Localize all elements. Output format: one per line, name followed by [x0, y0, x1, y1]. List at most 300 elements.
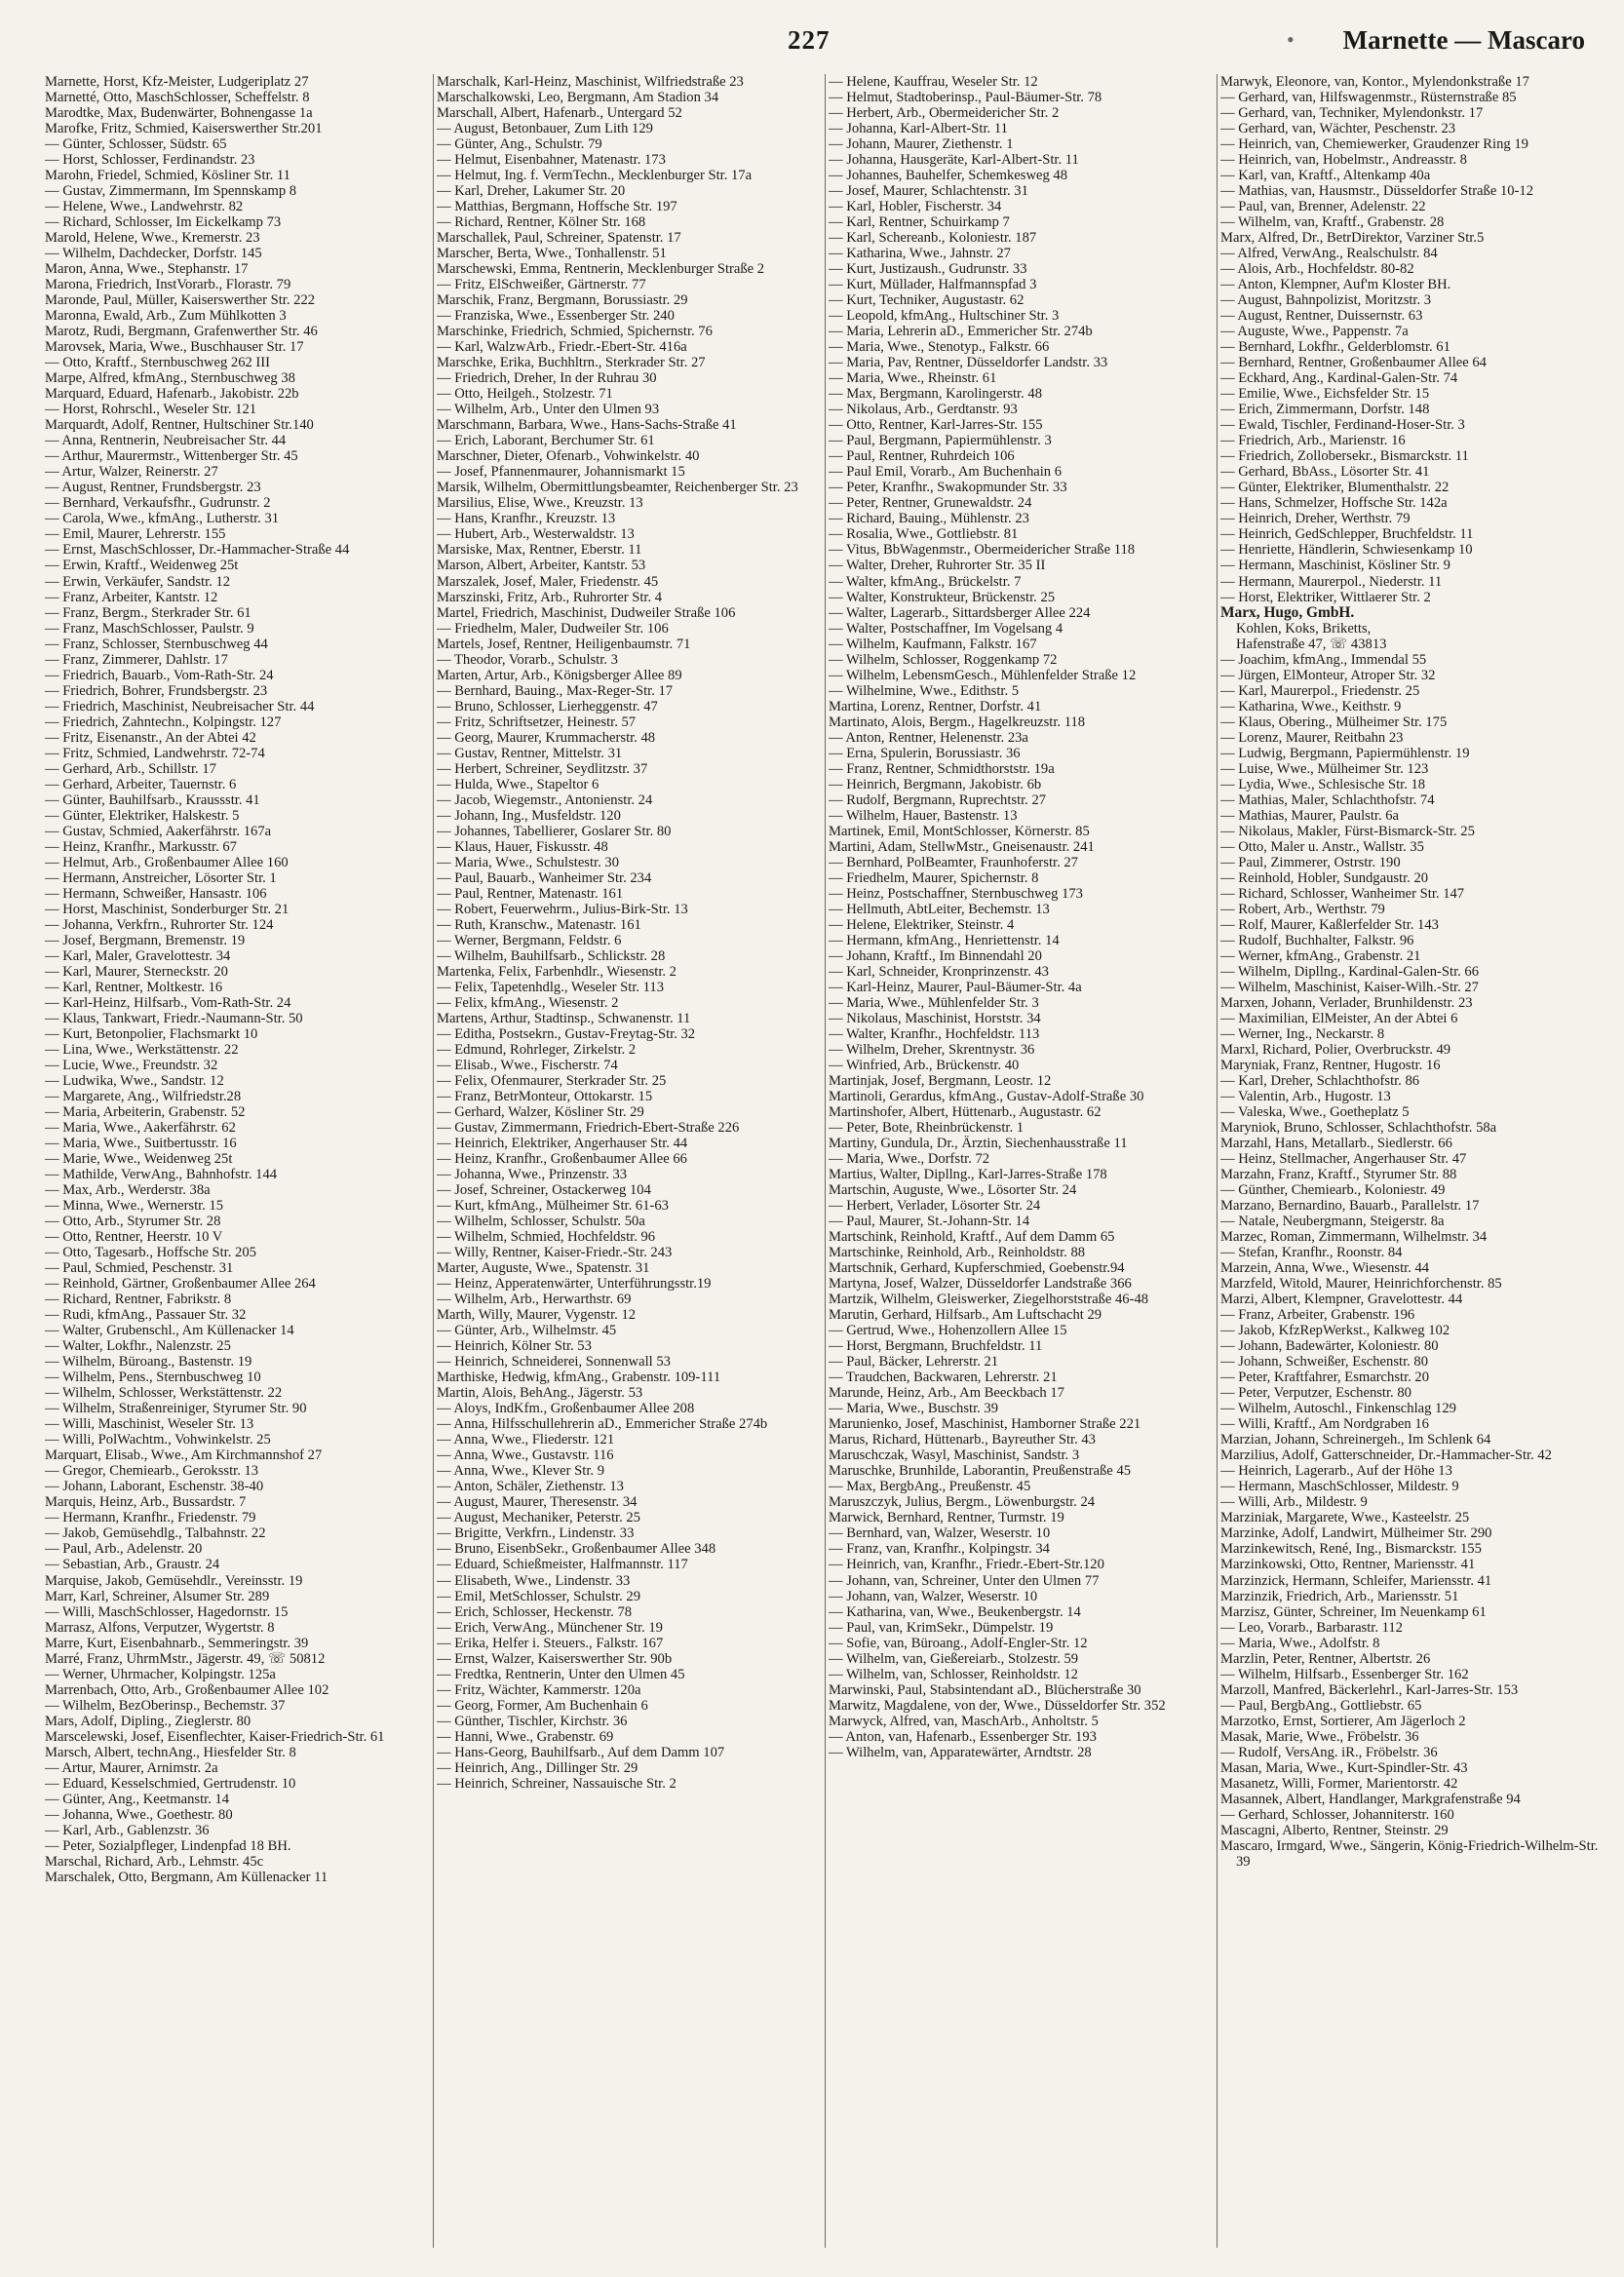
- directory-entry: — Eduard, Schießmeister, Halfmannstr. 117: [437, 1557, 688, 1573]
- directory-entry: — Felix, Tapetenhdlg., Weseler Str. 113: [437, 979, 665, 995]
- directory-entry: — Franziska, Wwe., Essenberger Str. 240: [437, 308, 675, 325]
- directory-entry: Martini, Adam, StellwMstr., Gneisenaustr. 241: [829, 838, 1095, 855]
- directory-entry: Marszinski, Fritz, Arb., Ruhrorter Str. 4: [437, 589, 663, 605]
- directory-entry: — Erna, Spulerin, Borussiastr. 36: [829, 745, 1021, 761]
- directory-entry: — Edmund, Rohrleger, Zirkelstr. 2: [437, 1041, 637, 1058]
- directory-entry: Hafenstraße 47, ☏ 43813: [1236, 636, 1387, 652]
- directory-entry: Marzinkewitsch, René, Ing., Bismarckstr. 155: [1220, 1541, 1482, 1558]
- directory-entry: — Paul, Bauarb., Wanheimer Str. 234: [437, 869, 652, 886]
- directory-entry: — Fritz, Eisenanstr., An der Abtei 42: [45, 729, 256, 746]
- directory-column-1: [45, 74, 429, 2258]
- directory-entry: — Heinrich, Kölner Str. 53: [437, 1338, 592, 1355]
- directory-entry: — Maximilian, ElMeister, An der Abtei 6: [1220, 1010, 1458, 1026]
- directory-entry: — Margarete, Ang., Wilfriedstr.28: [45, 1089, 242, 1105]
- directory-entry: — Wilhelm, van, Kraftf., Grabenstr. 28: [1220, 214, 1445, 231]
- directory-entry: Marzein, Anna, Wwe., Wiesenstr. 44: [1220, 1260, 1430, 1277]
- directory-entry: — Otto, Arb., Styrumer Str. 28: [45, 1214, 221, 1230]
- directory-entry: — Rudolf, Bergmann, Ruprechtstr. 27: [829, 791, 1047, 808]
- directory-entry: — Sebastian, Arb., Graustr. 24: [45, 1557, 220, 1573]
- directory-entry: — Artur, Maurer, Arnimstr. 2a: [45, 1759, 218, 1776]
- directory-entry: Marzlin, Peter, Rentner, Albertstr. 26: [1220, 1650, 1431, 1667]
- directory-entry: — Kurt, Techniker, Augustastr. 62: [829, 292, 1025, 309]
- directory-entry: — Joachim, kfmAng., Immendal 55: [1220, 651, 1427, 668]
- directory-entry: — Max, Bergmann, Karolingerstr. 48: [829, 386, 1043, 403]
- directory-entry: Marschmann, Barbara, Wwe., Hans-Sachs-Straße 41: [437, 417, 737, 434]
- directory-entry: — Karl, Maler, Gravelottestr. 34: [45, 947, 231, 964]
- directory-entry: — Richard, Bauing., Mühlenstr. 23: [829, 511, 1029, 527]
- directory-entry: — Friedrich, Zollobersekr., Bismarckstr. 11: [1220, 448, 1469, 465]
- directory-entry: Marofke, Fritz, Schmied, Kaiserswerther Str.201: [45, 121, 323, 137]
- directory-entry: — Anton, Rentner, Helenenstr. 23a: [829, 729, 1028, 746]
- directory-entry: — Klaus, Obering., Mülheimer Str. 175: [1220, 714, 1448, 730]
- directory-entry: — Maria, Wwe., Schulstestr. 30: [437, 854, 619, 870]
- directory-entry: — Wilhelm, BezOberinsp., Bechemstr. 37: [45, 1697, 286, 1714]
- directory-entry: — Lina, Wwe., Werkstättenstr. 22: [45, 1041, 239, 1058]
- directory-entry: — Günter, Schlosser, Südstr. 65: [45, 136, 227, 153]
- directory-entry: — Felix, kfmAng., Wiesenstr. 2: [437, 994, 619, 1011]
- directory-entry: — Friedrich, Bauarb., Vom-Rath-Str. 24: [45, 667, 274, 683]
- directory-entry: — Wilhelm, Hilfsarb., Essenberger Str. 162: [1220, 1666, 1469, 1682]
- directory-entry: Marzec, Roman, Zimmermann, Wilhelmstr. 34: [1220, 1229, 1488, 1246]
- directory-entry: — Peter, Kraftfahrer, Esmarchstr. 20: [1220, 1370, 1430, 1386]
- directory-entry: — Wilhelm, Dreher, Skrentnystr. 36: [829, 1041, 1035, 1058]
- directory-entry: — Otto, Tagesarb., Hoffsche Str. 205: [45, 1245, 256, 1261]
- directory-entry: Martius, Walter, Dipllng., Karl-Jarres-Straße 178: [829, 1167, 1107, 1183]
- directory-entry: — August, Rentner, Duissernstr. 63: [1220, 308, 1423, 325]
- directory-entry: — Wilhelm, Pens., Sternbuschweg 10: [45, 1370, 261, 1386]
- directory-entry: Marold, Helene, Wwe., Kremerstr. 23: [45, 230, 260, 247]
- directory-entry: — Franz, Schlosser, Sternbuschweg 44: [45, 636, 268, 652]
- directory-entry: — Friedrich, Maschinist, Neubreisacher Str. 44: [45, 698, 315, 714]
- directory-entry: — Fritz, Schriftsetzer, Heinestr. 57: [437, 714, 637, 730]
- directory-entry: Marre, Kurt, Eisenbahnarb., Semmeringstr. 39: [45, 1635, 309, 1651]
- directory-entry: Mascaro, Irmgard, Wwe., Sängerin, König-Friedrich-Wilhelm-Str. 39: [1220, 1837, 1599, 1870]
- directory-entry: — Walter, Postschaffner, Im Vogelsang 4: [829, 620, 1063, 637]
- directory-entry: — Emil, MetSchlosser, Schulstr. 29: [437, 1588, 640, 1604]
- directory-entry: — Lorenz, Maurer, Reitbahn 23: [1220, 729, 1404, 746]
- directory-entry: — Fredtka, Rentnerin, Unter den Ulmen 45: [437, 1666, 685, 1682]
- directory-entry: Marwitz, Magdalene, von der, Wwe., Düsseldorfer Str. 352: [829, 1697, 1166, 1714]
- directory-entry: Marsilius, Elise, Wwe., Kreuzstr. 13: [437, 495, 643, 512]
- directory-entry: — Mathias, Maurer, Paulstr. 6a: [1220, 807, 1400, 824]
- directory-entry: — Karl-Heinz, Hilfsarb., Vom-Rath-Str. 24: [45, 994, 291, 1011]
- directory-entry: — Wilhelm, Schlosser, Werkstättenstr. 22: [45, 1385, 283, 1402]
- directory-entry: Marscher, Berta, Wwe., Tonhallenstr. 51: [437, 246, 667, 262]
- directory-entry: — Josef, Schreiner, Ostackerweg 104: [437, 1182, 651, 1199]
- directory-entry: — Erich, Laborant, Berchumer Str. 61: [437, 433, 655, 449]
- directory-entry: — August, Mechaniker, Peterstr. 25: [437, 1510, 640, 1526]
- directory-entry: — Fritz, Wächter, Kammerstr. 120a: [437, 1681, 641, 1698]
- directory-entry: — Günter, Elektriker, Blumenthalstr. 22: [1220, 480, 1450, 496]
- directory-entry: Masan, Maria, Wwe., Kurt-Spindler-Str. 43: [1220, 1759, 1468, 1776]
- directory-entry: — Hellmuth, AbtLeiter, Bechemstr. 13: [829, 901, 1050, 917]
- directory-entry: — Karl, Schneider, Kronprinzenstr. 43: [829, 963, 1049, 980]
- directory-entry: — Peter, Rentner, Grunewaldstr. 24: [829, 495, 1032, 512]
- directory-entry: Marsik, Wilhelm, Obermittlungsbeamter, Reichenberger Str. 23: [437, 480, 798, 496]
- directory-entry: — Maria, Wwe., Aakerfährstr. 62: [45, 1120, 236, 1137]
- directory-entry: — Jakob, Gemüsehdlg., Talbahnstr. 22: [45, 1525, 266, 1542]
- directory-entry: — Günter, Ang., Schulstr. 79: [437, 136, 602, 153]
- directory-entry: — Erich, Schlosser, Heckenstr. 78: [437, 1603, 633, 1620]
- directory-entry: — Peter, Verputzer, Eschenstr. 80: [1220, 1385, 1411, 1402]
- directory-entry: Marzinkowski, Otto, Rentner, Mariensstr. 41: [1220, 1557, 1476, 1573]
- directory-entry: — Eduard, Kesselschmied, Gertrudenstr. 10: [45, 1775, 296, 1792]
- directory-entry: — Karl, van, Kraftf., Altenkamp 40a: [1220, 168, 1431, 184]
- directory-entry: — Gerhard, Arb., Schillstr. 17: [45, 760, 216, 777]
- directory-entry: Mascagni, Alberto, Rentner, Steinstr. 29: [1220, 1822, 1449, 1838]
- directory-entry: — Otto, Heilgeh., Stolzestr. 71: [437, 386, 613, 403]
- directory-entry: Martels, Josef, Rentner, Heiligenbaumstr. 71: [437, 636, 691, 652]
- directory-entry: — Emil, Maurer, Lehrerstr. 155: [45, 526, 226, 543]
- directory-entry: — Wilhelm, Autoschl., Finkenschlag 129: [1220, 1401, 1456, 1417]
- directory-entry: Marovsek, Maria, Wwe., Buschhauser Str. 17: [45, 339, 304, 356]
- directory-entry: — Walter, Lokfhr., Nalenzstr. 25: [45, 1338, 231, 1355]
- directory-entry: — Walter, kfmAng., Brückelstr. 7: [829, 573, 1022, 590]
- directory-entry: Martinjak, Josef, Bergmann, Leostr. 12: [829, 1073, 1052, 1089]
- directory-entry: Marodtke, Max, Budenwärter, Bohnengasse 1a: [45, 105, 313, 122]
- directory-entry: — Gerhard, Walzer, Kösliner Str. 29: [437, 1104, 644, 1121]
- directory-entry: — Hans, Schmelzer, Hoffsche Str. 142a: [1220, 495, 1448, 512]
- directory-entry: — Helene, Kauffrau, Weseler Str. 12: [829, 74, 1038, 90]
- directory-entry: — Mathilde, VerwAng., Bahnhofstr. 144: [45, 1167, 278, 1183]
- directory-entry: — Leopold, kfmAng., Hultschiner Str. 3: [829, 308, 1060, 325]
- directory-entry: — Helene, Wwe., Landwehrstr. 82: [45, 199, 244, 215]
- page-number: 227: [788, 25, 831, 55]
- directory-entry: Marzilius, Adolf, Gatterschneider, Dr.-Hammacher-Str. 42: [1220, 1447, 1552, 1464]
- directory-entry: — Herbert, Verlader, Lösorter Str. 24: [829, 1198, 1041, 1215]
- directory-entry: — Helmut, Eisenbahner, Matenastr. 173: [437, 152, 666, 169]
- directory-entry: Martinshofer, Albert, Hüttenarb., Augustastr. 62: [829, 1104, 1102, 1121]
- directory-entry: Marotz, Rudi, Bergmann, Grafenwerther Str. 46: [45, 324, 318, 340]
- directory-entry: Marschall, Albert, Hafenarb., Untergard 52: [437, 105, 682, 122]
- directory-entry: — Elisab., Wwe., Fischerstr. 74: [437, 1057, 618, 1073]
- directory-entry: — Walter, Grubenschl., Am Küllenacker 14: [45, 1323, 294, 1339]
- directory-entry: — Natale, Neubergmann, Steigerstr. 8a: [1220, 1214, 1445, 1230]
- directory-entry: Marscelewski, Josef, Eisenflechter, Kaiser-Friedrich-Str. 61: [45, 1728, 385, 1745]
- directory-entry: — Josef, Pfannenmaurer, Johannismarkt 15: [437, 464, 685, 481]
- directory-entry: — Ruth, Kranschw., Matenastr. 161: [437, 916, 641, 933]
- directory-entry: — Otto, Rentner, Heerstr. 10 V: [45, 1229, 223, 1246]
- directory-entry: — Heinrich, Ang., Dillinger Str. 29: [437, 1759, 638, 1776]
- directory-entry: — Ernst, Walzer, Kaiserswerther Str. 90b: [437, 1650, 673, 1667]
- directory-entry: Martyna, Josef, Walzer, Düsseldorfer Landstraße 366: [829, 1276, 1132, 1293]
- directory-entry: — Gustav, Zimmermann, Friedrich-Ebert-Straße 226: [437, 1120, 740, 1137]
- directory-entry: — Aloys, IndKfm., Großenbaumer Allee 208: [437, 1401, 695, 1417]
- directory-entry: Marwyck, Alfred, van, MaschArb., Anholtstr. 5: [829, 1713, 1099, 1729]
- directory-entry: — Elisabeth, Wwe., Lindenstr. 33: [437, 1572, 631, 1589]
- directory-entry: — Richard, Schlosser, Im Eickelkamp 73: [45, 214, 282, 231]
- directory-entry: — Wilhelm, Arb., Herwarthstr. 69: [437, 1292, 632, 1308]
- directory-entry: — Werner, Ing., Neckarstr. 8: [1220, 1025, 1385, 1042]
- directory-entry: — Peter, Kranfhr., Swakopmunder Str. 33: [829, 480, 1067, 496]
- directory-entry: — Heinz, Apperatenwärter, Unterführungsstr.19: [437, 1276, 712, 1293]
- directory-entry: — Max, Arb., Werderstr. 38a: [45, 1182, 211, 1199]
- directory-entry: — Erwin, Kraftf., Weidenweg 25t: [45, 558, 239, 574]
- directory-entry: — Maria, Wwe., Stenotyp., Falkstr. 66: [829, 339, 1050, 356]
- directory-entry: — Johann, Kraftf., Im Binnendahl 20: [829, 947, 1042, 964]
- directory-entry: — Josef, Maurer, Schlachtenstr. 31: [829, 183, 1028, 200]
- page-header: [0, 21, 1624, 60]
- directory-entry: — Heinz, Stellmacher, Angerhauser Str. 47: [1220, 1151, 1467, 1168]
- directory-entry: Marten, Artur, Arb., Königsberger Allee 89: [437, 667, 682, 683]
- directory-entry: — Maria, Wwe., Mühlenfelder Str. 3: [829, 994, 1039, 1011]
- directory-entry: — Rudolf, VersAng. iR., Fröbelstr. 36: [1220, 1744, 1438, 1760]
- directory-entry: Maruszczyk, Julius, Bergm., Löwenburgstr. 24: [829, 1494, 1096, 1511]
- directory-entry: — Reinhold, Gärtner, Großenbaumer Allee 264: [45, 1276, 316, 1293]
- directory-entry: — Stefan, Kranfhr., Roonstr. 84: [1220, 1245, 1403, 1261]
- directory-entry: — Walter, Lagerarb., Sittardsberger Allee 224: [829, 604, 1091, 621]
- directory-entry: — Bruno, Schlosser, Lierheggenstr. 47: [437, 698, 658, 714]
- directory-entry: — Karl, Rentner, Moltkestr. 16: [45, 979, 223, 995]
- directory-entry: Marwyk, Eleonore, van, Kontor., Mylendonkstraße 17: [1220, 74, 1529, 90]
- directory-entry: Marzano, Bernardino, Bauarb., Parallelstr. 17: [1220, 1198, 1480, 1215]
- directory-entry: Martinato, Alois, Bergm., Hagelkreuzstr. 118: [829, 714, 1086, 730]
- directory-entry: — Richard, Rentner, Fabrikstr. 8: [45, 1292, 232, 1308]
- directory-column-4: [1220, 74, 1605, 2258]
- directory-entry: — Maria, Wwe., Suitbertusstr. 16: [45, 1136, 237, 1152]
- directory-entry: Marschik, Franz, Bergmann, Borussiastr. 29: [437, 292, 688, 309]
- directory-entry: — Winfried, Arb., Brückenstr. 40: [829, 1057, 1020, 1073]
- directory-entry: — Anna, Wwe., Fliederstr. 121: [437, 1432, 615, 1448]
- directory-entry: Martschinke, Reinhold, Arb., Reinholdstr. 88: [829, 1245, 1086, 1261]
- directory-entry: — Helmut, Stadtoberinsp., Paul-Bäumer-Str. 78: [829, 90, 1102, 106]
- directory-entry: Marwick, Bernhard, Rentner, Turmstr. 19: [829, 1510, 1064, 1526]
- directory-entry: — Anton, van, Hafenarb., Essenberger Str. 193: [829, 1728, 1097, 1745]
- directory-entry: Marzisz, Günter, Schreiner, Im Neuenkamp 61: [1220, 1603, 1487, 1620]
- directory-entry: — Horst, Schlosser, Ferdinandstr. 23: [45, 152, 255, 169]
- directory-entry: — Karl, Rentner, Schuirkamp 7: [829, 214, 1010, 231]
- directory-entry: — Gertrud, Wwe., Hohenzollern Allee 15: [829, 1323, 1067, 1339]
- directory-entry: — Franz, Arbeiter, Grabenstr. 196: [1220, 1307, 1415, 1324]
- directory-entry: Marschner, Dieter, Ofenarb., Vohwinkelstr. 40: [437, 448, 700, 465]
- directory-entry: — Franz, Rentner, Schmidthorststr. 19a: [829, 760, 1055, 777]
- directory-entry: Marus, Richard, Hüttenarb., Bayreuther Str. 43: [829, 1432, 1096, 1448]
- directory-entry: Marzinzik, Friedrich, Arb., Mariensstr. 51: [1220, 1588, 1459, 1604]
- directory-entry: — Helmut, Arb., Großenbaumer Allee 160: [45, 854, 289, 870]
- directory-entry: — Valeska, Wwe., Goetheplatz 5: [1220, 1104, 1410, 1121]
- directory-entry: Martschink, Reinhold, Kraftf., Auf dem Damm 65: [829, 1229, 1115, 1246]
- directory-entry: — Johann, Schweißer, Eschenstr. 80: [1220, 1354, 1429, 1370]
- directory-entry: — Wilhelm, Dachdecker, Dorfstr. 145: [45, 246, 262, 262]
- directory-entry: — Artur, Walzer, Reinerstr. 27: [45, 464, 218, 481]
- directory-entry: — Heinrich, van, Hobelmstr., Andreasstr. 8: [1220, 152, 1467, 169]
- directory-entry: Marzotko, Ernst, Sortierer, Am Jägerloch 2: [1220, 1713, 1466, 1729]
- directory-entry: — Heinz, Kranfhr., Markusstr. 67: [45, 838, 237, 855]
- directory-entry: — Paul, Bergmann, Papiermühlenstr. 3: [829, 433, 1052, 449]
- directory-entry: — Bernhard, van, Walzer, Weserstr. 10: [829, 1525, 1051, 1542]
- directory-entry: — Heinrich, van, Kranfhr., Friedr.-Ebert-Str.120: [829, 1557, 1104, 1573]
- directory-entry: — Jakob, KfzRepWerkst., Kalkweg 102: [1220, 1323, 1450, 1339]
- directory-entry: — Wilhelm, Kaufmann, Falkstr. 167: [829, 636, 1037, 652]
- directory-entry: Maruschczak, Wasyl, Maschinist, Sandstr. 3: [829, 1447, 1080, 1464]
- directory-entry: — Johannes, Tabellierer, Goslarer Str. 80: [437, 823, 672, 839]
- directory-entry: — Paul Emil, Vorarb., Am Buchenhain 6: [829, 464, 1063, 481]
- directory-entry: — Paul, Schmied, Peschenstr. 31: [45, 1260, 234, 1277]
- directory-entry: — Franz, MaschSchlosser, Paulstr. 9: [45, 620, 254, 637]
- directory-entry: Martenka, Felix, Farbenhdlr., Wiesenstr. 2: [437, 963, 677, 980]
- directory-entry: — Richard, Rentner, Kölner Str. 168: [437, 214, 646, 231]
- directory-entry: — Minna, Wwe., Wernerstr. 15: [45, 1198, 224, 1215]
- directory-entry: — Franz, van, Kranfhr., Kolpingstr. 34: [829, 1541, 1050, 1558]
- directory-entry: Marquise, Jakob, Gemüsehdlr., Vereinsstr. 19: [45, 1572, 303, 1589]
- directory-entry: Maruschke, Brunhilde, Laborantin, Preußenstraße 45: [829, 1463, 1132, 1480]
- directory-entry: — Bernhard, Rentner, Großenbaumer Allee 64: [1220, 355, 1487, 371]
- directory-entry: — Rudi, kfmAng., Passauer Str. 32: [45, 1307, 247, 1324]
- directory-entry: — Werner, Bergmann, Feldstr. 6: [437, 932, 622, 948]
- directory-entry: — Johanna, Hausgeräte, Karl-Albert-Str. 11: [829, 152, 1079, 169]
- directory-entry: — Wilhelmine, Wwe., Edithstr. 5: [829, 682, 1020, 699]
- directory-entry: — Günter, Ang., Keetmanstr. 14: [45, 1791, 230, 1807]
- directory-entry: — Mathias, van, Hausmstr., Düsseldorfer Straße 10-12: [1220, 183, 1534, 200]
- directory-entry: — Willi, PolWachtm., Vohwinkelstr. 25: [45, 1432, 271, 1448]
- directory-entry: Marzinzick, Hermann, Schleifer, Mariensstr. 41: [1220, 1572, 1492, 1589]
- directory-entry: — Hermann, Kranfhr., Friedenstr. 79: [45, 1510, 256, 1526]
- directory-entry: — Karl, Schereanb., Koloniestr. 187: [829, 230, 1037, 247]
- directory-entry: — Helene, Elektriker, Steinstr. 4: [829, 916, 1015, 933]
- directory-entry: — Robert, Arb., Werthstr. 79: [1220, 901, 1385, 917]
- directory-entry: — Arthur, Maurermstr., Wittenberger Str. 45: [45, 448, 298, 465]
- directory-entry: — Karl, Dreher, Schlachthofstr. 86: [1220, 1073, 1420, 1089]
- directory-entry: — Alois, Arb., Hochfeldstr. 80-82: [1220, 261, 1414, 278]
- directory-entry: — Wilhelm, Hauer, Bastenstr. 13: [829, 807, 1018, 824]
- directory-entry: — Anna, Hilfsschullehrerin aD., Emmericher Straße 274b: [437, 1416, 768, 1433]
- directory-entry: — Heinrich, Elektriker, Angerhauser Str. 44: [437, 1136, 688, 1152]
- directory-columns: [45, 74, 1599, 2258]
- directory-entry: Marter, Auguste, Wwe., Spatenstr. 31: [437, 1260, 650, 1277]
- directory-entry: Marquis, Heinz, Arb., Bussardstr. 7: [45, 1494, 247, 1511]
- directory-entry: — Lydia, Wwe., Schlesische Str. 18: [1220, 776, 1426, 792]
- directory-entry: — Josef, Bergmann, Bremenstr. 19: [45, 932, 246, 948]
- directory-entry: Marthiske, Hedwig, kfmAng., Grabenstr. 109-111: [437, 1370, 721, 1386]
- directory-entry: — Franz, Zimmerer, Dahlstr. 17: [45, 651, 228, 668]
- directory-entry: — August, Bahnpolizist, Moritzstr. 3: [1220, 292, 1432, 309]
- directory-entry: — Peter, Bote, Rheinbrückenstr. 1: [829, 1120, 1025, 1137]
- directory-entry: — Fritz, Schmied, Landwehrstr. 72-74: [45, 745, 265, 761]
- directory-entry: Martina, Lorenz, Rentner, Dorfstr. 41: [829, 698, 1042, 714]
- directory-entry: Marschalk, Karl-Heinz, Maschinist, Wilfriedstraße 23: [437, 74, 744, 90]
- directory-entry: — Johanna, Wwe., Goethestr. 80: [45, 1806, 233, 1823]
- directory-entry: Martschin, Auguste, Wwe., Lösorter Str. 24: [829, 1182, 1077, 1199]
- directory-entry: — Wilhelm, van, Schlosser, Reinholdstr. 12: [829, 1666, 1078, 1682]
- directory-entry: — Georg, Former, Am Buchenhain 6: [437, 1697, 648, 1714]
- column-divider: [825, 74, 826, 2248]
- directory-entry: — Editha, Postsekrn., Gustav-Freytag-Str. 32: [437, 1025, 696, 1042]
- directory-entry: Marr, Karl, Schreiner, Alsumer Str. 289: [45, 1588, 270, 1604]
- directory-entry: — Georg, Maurer, Krummacherstr. 48: [437, 729, 656, 746]
- directory-entry: — Ludwig, Bergmann, Papiermühlenstr. 19: [1220, 745, 1470, 761]
- directory-entry: — Maria, Wwe., Adolfstr. 8: [1220, 1635, 1380, 1651]
- directory-entry: — Johanna, Karl-Albert-Str. 11: [829, 121, 1008, 137]
- directory-entry: — Paul, BergbAng., Gottliebstr. 65: [1220, 1697, 1422, 1714]
- directory-entry: — Hermann, kfmAng., Henriettenstr. 14: [829, 932, 1060, 948]
- directory-entry: — Wilhelm, Schlosser, Roggenkamp 72: [829, 651, 1058, 668]
- directory-entry: Martzik, Wilhelm, Gleiswerker, Ziegelhorststraße 46-48: [829, 1292, 1149, 1308]
- directory-entry: Marzfeld, Witold, Maurer, Heinrichforchenstr. 85: [1220, 1276, 1502, 1293]
- directory-entry: — Hermann, Schweißer, Hansastr. 106: [45, 885, 267, 902]
- directory-entry: — Jacob, Wiegemstr., Antonienstr. 24: [437, 791, 653, 808]
- directory-entry: Marnetté, Otto, MaschSchlosser, Scheffelstr. 8: [45, 90, 310, 106]
- directory-entry: Martinek, Emil, MontSchlosser, Körnerstr. 85: [829, 823, 1090, 839]
- directory-entry: Maronna, Ewald, Arb., Zum Mühlkotten 3: [45, 308, 287, 325]
- directory-entry: — Brigitte, Verkfrn., Lindenstr. 33: [437, 1525, 635, 1542]
- directory-entry: Marunde, Heinz, Arb., Am Beeckbach 17: [829, 1385, 1064, 1402]
- directory-entry: — Anna, Rentnerin, Neubreisacher Str. 44: [45, 433, 287, 449]
- directory-entry: — Hubert, Arb., Westerwaldstr. 13: [437, 526, 635, 543]
- directory-entry: — Karl, Dreher, Lakumer Str. 20: [437, 183, 626, 200]
- directory-entry: Marschalek, Otto, Bergmann, Am Küllenacker 11: [45, 1869, 329, 1885]
- directory-entry: — Klaus, Hauer, Fiskusstr. 48: [437, 838, 608, 855]
- directory-entry: — Walter, Dreher, Ruhrorter Str. 35 II: [829, 558, 1046, 574]
- directory-entry: — Hermann, Maschinist, Kösliner Str. 9: [1220, 558, 1450, 574]
- directory-entry: — Franz, BetrMonteur, Ottokarstr. 15: [437, 1089, 653, 1105]
- directory-entry: — Felix, Ofenmaurer, Sterkrader Str. 25: [437, 1073, 667, 1089]
- directory-entry: Marpe, Alfred, kfmAng., Sternbuschweg 38: [45, 370, 295, 387]
- directory-entry: — Theodor, Vorarb., Schulstr. 3: [437, 651, 618, 668]
- directory-entry: Mars, Adolf, Dipling., Zieglerstr. 80: [45, 1713, 251, 1729]
- directory-entry: Marxl, Richard, Polier, Overbruckstr. 49: [1220, 1041, 1451, 1058]
- directory-entry: — Paul, van, KrimSekr., Dümpelstr. 19: [829, 1619, 1054, 1636]
- directory-entry: Marschallek, Paul, Schreiner, Spatenstr. 17: [437, 230, 681, 247]
- directory-entry: — Friedrich, Zahntechn., Kolpingstr. 127: [45, 714, 282, 730]
- directory-entry: Marzinke, Adolf, Landwirt, Mülheimer Str. 290: [1220, 1525, 1492, 1542]
- directory-entry: Marsiske, Max, Rentner, Eberstr. 11: [437, 542, 642, 559]
- directory-entry: — Bruno, EisenbSekr., Großenbaumer Allee 348: [437, 1541, 716, 1558]
- directory-entry: — Maria, Wwe., Dorfstr. 72: [829, 1151, 990, 1168]
- directory-entry: Maronde, Paul, Müller, Kaiserswerther Str. 222: [45, 292, 316, 309]
- directory-entry: — Horst, Elektriker, Wittlaerer Str. 2: [1220, 589, 1431, 605]
- directory-entry: Marunienko, Josef, Maschinist, Hamborner Straße 221: [829, 1416, 1141, 1433]
- directory-entry: Marschalkowski, Leo, Bergmann, Am Stadion 34: [437, 90, 719, 106]
- directory-entry: — Paul, Bäcker, Lehrerstr. 21: [829, 1354, 999, 1370]
- directory-entry: — Walter, Konstrukteur, Brückenstr. 25: [829, 589, 1056, 605]
- directory-entry: — Heinz, Kranfhr., Großenbaumer Allee 66: [437, 1151, 687, 1168]
- directory-entry: — Günther, Chemiearb., Koloniestr. 49: [1220, 1182, 1446, 1199]
- directory-entry: Marquart, Elisab., Wwe., Am Kirchmannshof 27: [45, 1447, 323, 1464]
- directory-entry: — Franz, Bergm., Sterkrader Str. 61: [45, 604, 251, 621]
- directory-entry: — Johanna, Wwe., Prinzenstr. 33: [437, 1167, 628, 1183]
- directory-entry: — Wilhelm, van, Apparatewärter, Arndtstr. 28: [829, 1744, 1092, 1760]
- directory-entry: — Heinrich, Lagerarb., Auf der Höhe 13: [1220, 1463, 1452, 1480]
- directory-entry: — Günter, Bauhilfsarb., Kraussstr. 41: [45, 791, 260, 808]
- directory-entry: — Rudolf, Buchhalter, Falkstr. 96: [1220, 932, 1414, 948]
- directory-entry: — Auguste, Wwe., Pappenstr. 7a: [1220, 324, 1409, 340]
- directory-entry: — Bernhard, PolBeamter, Fraunhoferstr. 27: [829, 854, 1078, 870]
- directory-entry: — Wilhelm, Arb., Unter den Ulmen 93: [437, 402, 660, 418]
- directory-entry: — Heinrich, Schneiderei, Sonnenwall 53: [437, 1354, 671, 1370]
- directory-entry: — Heinrich, van, Chemiewerker, Graudenzer Ring 19: [1220, 136, 1528, 153]
- running-head: Marnette — Mascaro: [1342, 25, 1585, 55]
- directory-entry: Marschinke, Friedrich, Schmied, Spichernstr. 76: [437, 324, 713, 340]
- directory-entry: Marxen, Johann, Verlader, Brunhildenstr. 23: [1220, 994, 1473, 1011]
- directory-entry: — Sofie, van, Büroang., Adolf-Engler-Str. 12: [829, 1635, 1088, 1651]
- directory-entry: — Hermann, Anstreicher, Lösorter Str. 1: [45, 869, 277, 886]
- directory-entry: Marx, Alfred, Dr., BetrDirektor, Varziner Str.5: [1220, 230, 1485, 247]
- directory-entry: Marth, Willy, Maurer, Vygenstr. 12: [437, 1307, 637, 1324]
- directory-entry: — Hermann, Maurerpol., Niederstr. 11: [1220, 573, 1443, 590]
- directory-entry: — Gerhard, van, Techniker, Mylendonkstr. 17: [1220, 105, 1484, 122]
- directory-entry: Marona, Friedrich, InstVorarb., Florastr. 79: [45, 277, 291, 293]
- directory-entry: Marsch, Albert, technAng., Hiesfelder Str. 8: [45, 1744, 296, 1760]
- directory-entry: — Max, BergbAng., Preußenstr. 45: [829, 1479, 1031, 1495]
- directory-entry: — Hulda, Wwe., Stapeltor 6: [437, 776, 599, 792]
- directory-entry: — Friedhelm, Maler, Dudweiler Str. 106: [437, 620, 669, 637]
- directory-entry: — Vitus, BbWagenmstr., Obermeidericher Straße 118: [829, 542, 1136, 559]
- column-divider: [433, 74, 434, 2248]
- directory-entry: — Friedrich, Arb., Marienstr. 16: [1220, 433, 1406, 449]
- directory-entry: — Heinrich, Dreher, Werthstr. 79: [1220, 511, 1411, 527]
- directory-column-2: [437, 74, 821, 2258]
- directory-entry: Marutin, Gerhard, Hilfsarb., Am Luftschacht 29: [829, 1307, 1102, 1324]
